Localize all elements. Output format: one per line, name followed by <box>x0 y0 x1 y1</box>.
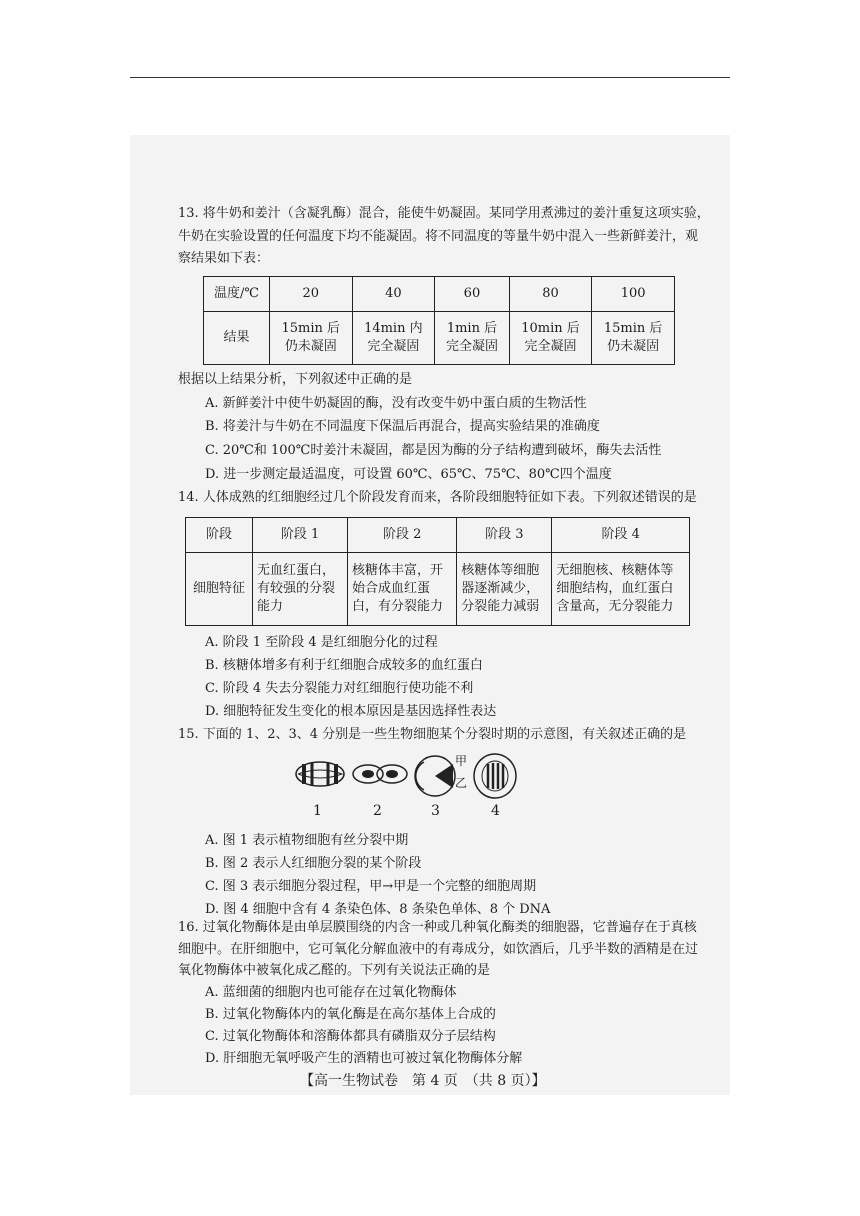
q13-temp-cell: 60 <box>435 277 510 312</box>
q14-option-a: A. 阶段 1 至阶段 4 是红细胞分化的过程 <box>205 635 438 650</box>
q13-analysis-stem: 根据以上结果分析，下列叙述中正确的是 <box>178 372 413 387</box>
q14-feature-cell <box>348 553 457 626</box>
q13-temp-cell: 40 <box>352 277 435 312</box>
q16-option-d: D. 肝细胞无氧呼吸产生的酒精也可被过氧化物酶体分解 <box>205 1051 523 1066</box>
q13-result-cell <box>592 312 675 365</box>
q15-option-b: B. 图 2 表示人红细胞分裂的某个阶段 <box>205 856 422 871</box>
q14-feature-line: 分裂能力减弱 <box>461 599 540 614</box>
figure-2-cell <box>353 765 407 783</box>
q13-result-line: 完全凝固 <box>367 339 420 354</box>
q13-result-cell <box>435 312 510 365</box>
q15-option-c: C. 图 3 表示细胞分裂过程，甲→甲是一个完整的细胞周期 <box>205 879 537 894</box>
q15-cell-division-figures <box>290 752 530 804</box>
q16-stem-line1: 16. 过氧化物酶体是由单层膜围绕的内含一种或几种氧化酶类的细胞器，它普遍存在于真核 <box>178 920 697 935</box>
q14-feature-line: 有较强的分裂 <box>257 581 336 596</box>
q14-feature-line: 器逐渐减少， <box>461 581 540 596</box>
q14-option-d: D. 细胞特征发生变化的根本原因是基因选择性表达 <box>205 704 497 719</box>
q14-feature-line: 细胞结构，血红蛋白 <box>556 581 674 596</box>
q13-result-line: 仍未凝固 <box>284 339 337 354</box>
q16-stem-line2: 细胞中。在肝细胞中，它可氧化分解血液中的有毒成分，如饮酒后，几乎半数的酒精是在过 <box>178 942 699 957</box>
q14-feature-line: 始合成血红蛋 <box>352 581 431 596</box>
fig3-mark-jia: 甲 <box>455 754 468 768</box>
q14-feature-line: 含量高，无分裂能力 <box>556 599 674 614</box>
q14-option-c: C. 阶段 4 失去分裂能力对红细胞行使功能不利 <box>205 681 474 696</box>
figure-3-cell-cycle <box>415 756 455 796</box>
q13-temp-cell: 80 <box>509 277 592 312</box>
q16-option-b: B. 过氧化物酶体内的氧化酶是在高尔基体上合成的 <box>205 1007 496 1022</box>
q13-option-b: B. 将姜汁与牛奶在不同温度下保温后再混合，提高实验结果的准确度 <box>205 419 600 434</box>
figure-label-3: 3 <box>431 803 440 819</box>
q13-result-line: 15min 后 <box>281 321 341 336</box>
q16-stem-line3: 氧化物酶体中被氧化成乙醛的。下列有关说法正确的是 <box>178 963 491 978</box>
q14-header-cell: 阶段 1 <box>253 518 348 553</box>
top-rule <box>130 77 730 78</box>
q13-result-cell <box>269 312 352 365</box>
q15-stem: 15. 下面的 1、2、3、4 分别是一些生物细胞某个分裂时期的示意图，有关叙述正确的是 <box>178 727 687 742</box>
q13-result-line: 14min 内 <box>364 321 423 336</box>
q13-result-cell <box>509 312 592 365</box>
q14-header-cell: 阶段 3 <box>457 518 552 553</box>
q13-result-line: 完全凝固 <box>445 339 498 354</box>
page-footer: 【高一生物试卷 第 4 页 （共 8 页）】 <box>300 1073 546 1089</box>
figure-label-4: 4 <box>491 803 500 819</box>
q14-feature-cell <box>457 553 552 626</box>
figure-1-cell <box>296 762 344 786</box>
q14-header-cell: 阶段 2 <box>348 518 457 553</box>
q13-stem-line1: 13. 将牛奶和姜汁（含凝乳酶）混合，能使牛奶凝固。某同学用煮沸过的姜汁重复这项实验， <box>178 206 710 221</box>
q13-stem-line3: 察结果如下表： <box>178 251 270 266</box>
q14-header-cell: 阶段 <box>186 518 253 553</box>
figure-label-1: 1 <box>313 803 322 819</box>
q13-option-a: A. 新鲜姜汁中使牛奶凝固的酶，没有改变牛奶中蛋白质的生物活性 <box>205 396 587 411</box>
q14-table <box>185 517 690 626</box>
q13-result-cell <box>352 312 435 365</box>
q16-option-a: A. 蓝细菌的细胞内也可能存在过氧化物酶体 <box>205 985 457 1000</box>
q14-feature-line: 无血红蛋白， <box>257 563 336 578</box>
q14-row-label: 细胞特征 <box>186 553 253 626</box>
q13-result-line: 仍未凝固 <box>607 339 660 354</box>
q14-feature-line: 白，有分裂能力 <box>352 599 444 614</box>
q15-option-a: A. 图 1 表示植物细胞有丝分裂中期 <box>205 833 409 848</box>
q13-temp-cell: 20 <box>269 277 352 312</box>
q13-temp-cell: 100 <box>592 277 675 312</box>
figure-4-cell <box>474 754 516 798</box>
q14-feature-line: 无细胞核、核糖体等 <box>556 563 674 578</box>
q13-result-line: 15min 后 <box>603 321 663 336</box>
q13-option-d: D. 进一步测定最适温度，可设置 60℃、65℃、75℃、80℃四个温度 <box>205 467 612 482</box>
q14-option-b: B. 核糖体增多有利于红细胞合成较多的血红蛋白 <box>205 658 483 673</box>
q13-stem-line2: 牛奶在实验设置的任何温度下均不能凝固。将不同温度的等量牛奶中混入一些新鲜姜汁，观 <box>178 229 699 244</box>
q14-feature-cell <box>552 553 690 626</box>
fig3-mark-yi: 乙 <box>455 776 468 790</box>
q13-table <box>203 276 675 365</box>
q13-result-line: 10min 后 <box>521 321 580 336</box>
q14-feature-cell <box>253 553 348 626</box>
q14-stem: 14. 人体成熟的红细胞经过几个阶段发育而来，各阶段细胞特征如下表。下列叙述错误的是 <box>178 490 697 505</box>
q14-feature-line: 核糖体等细胞 <box>461 563 540 578</box>
q14-feature-line: 能力 <box>257 599 284 614</box>
q13-temp-header: 温度/℃ <box>204 277 270 312</box>
q14-header-cell: 阶段 4 <box>552 518 690 553</box>
q13-result-line: 1min 后 <box>446 321 498 336</box>
q13-option-c: C. 20℃和 100℃时姜汁未凝固，都是因为酶的分子结构遭到破坏，酶失去活性 <box>205 443 662 458</box>
figure-label-2: 2 <box>373 803 382 819</box>
q13-result-header: 结果 <box>204 312 270 365</box>
q13-result-line: 完全凝固 <box>524 339 577 354</box>
q15-option-d: D. 图 4 细胞中含有 4 条染色体、8 条染色单体、8 个 DNA <box>205 902 551 917</box>
q16-option-c: C. 过氧化物酶体和溶酶体都具有磷脂双分子层结构 <box>205 1029 496 1044</box>
q14-feature-line: 核糖体丰富，开 <box>352 563 444 578</box>
